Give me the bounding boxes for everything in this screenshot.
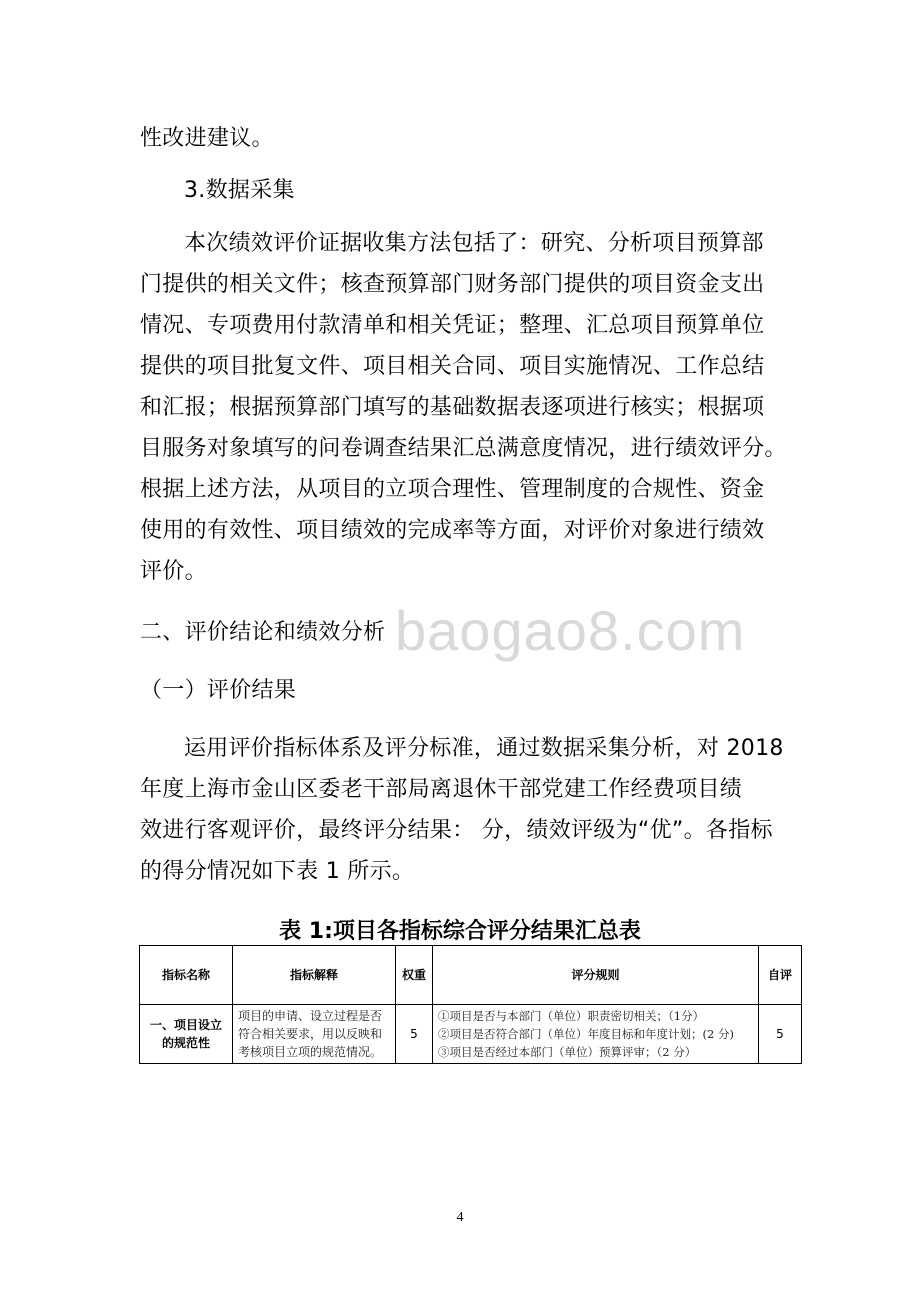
page-number: 4	[456, 1210, 464, 1225]
section-heading-data-collection: 3.数据采集	[184, 178, 295, 203]
section-heading-conclusion: 二、评价结论和绩效分析	[140, 620, 386, 645]
weight-cell: 5	[396, 1005, 433, 1064]
rule-item: ②项目是否符合部门（单位）年度目标和年度计划；(2 分)	[438, 1027, 734, 1041]
paragraph-line: 情况、专项费用付款清单和相关凭证；整理、汇总项目预算单位	[140, 313, 765, 338]
paragraph-line: 的得分情况如下表 1 所示。	[140, 859, 415, 884]
rule-item: ①项目是否与本部门（单位）职责密切相关；（1分）	[438, 1009, 705, 1023]
paragraph-line: 根据上述方法，从项目的立项合理性、管理制度的合规性、资金	[140, 477, 765, 502]
indicator-desc-cell: 项目的申请、设立过程是否符合相关要求，用以反映和考核项目立项的规范情况。	[233, 1005, 396, 1064]
table-caption: 表 1:项目各指标综合评分结果汇总表	[279, 919, 641, 944]
paragraph-line: 运用评价指标体系及评分标准，通过数据采集分析，对 2018	[184, 736, 784, 761]
header-self-score: 自评	[759, 946, 802, 1005]
paragraph-line: 性改进建议。	[140, 126, 274, 151]
header-indicator-desc: 指标解释	[233, 946, 396, 1005]
header-scoring-rules: 评分规则	[433, 946, 759, 1005]
header-weight: 权重	[396, 946, 433, 1005]
subsection-heading-result: （一）评价结果	[140, 678, 297, 703]
watermark: baogao8.com	[395, 599, 746, 662]
self-score-cell: 5	[759, 1005, 802, 1064]
table-header-row	[140, 946, 802, 1005]
header-indicator-name: 指标名称	[140, 946, 233, 1005]
score-table	[139, 945, 802, 1064]
rule-item: ③项目是否经过本部门（单位）预算评审；（2 分）	[438, 1045, 697, 1059]
scoring-rules-cell	[433, 1005, 759, 1064]
paragraph-line: 本次绩效评价证据收集方法包括了：研究、分析项目预算部	[184, 231, 764, 256]
paragraph-line: 评价。	[140, 559, 207, 584]
paragraph-line: 目服务对象填写的问卷调查结果汇总满意度情况，进行绩效评分。	[140, 436, 787, 461]
paragraph-line: 和汇报；根据预算部门填写的基础数据表逐项进行核实；根据项	[140, 395, 765, 420]
indicator-name-cell: 一、项目设立的规范性	[140, 1005, 233, 1064]
table-row	[140, 1005, 802, 1064]
paragraph-line: 年度上海市金山区委老干部局离退休干部党建工作经费项目绩	[140, 777, 743, 802]
paragraph-line: 提供的项目批复文件、项目相关合同、项目实施情况、工作总结	[140, 354, 765, 379]
paragraph-line: 效进行客观评价，最终评分结果： 分，绩效评级为“优”。各指标	[140, 818, 773, 843]
paragraph-line: 门提供的相关文件；核查预算部门财务部门提供的项目资金支出	[140, 272, 765, 297]
paragraph-line: 使用的有效性、项目绩效的完成率等方面，对评价对象进行绩效	[140, 518, 765, 543]
